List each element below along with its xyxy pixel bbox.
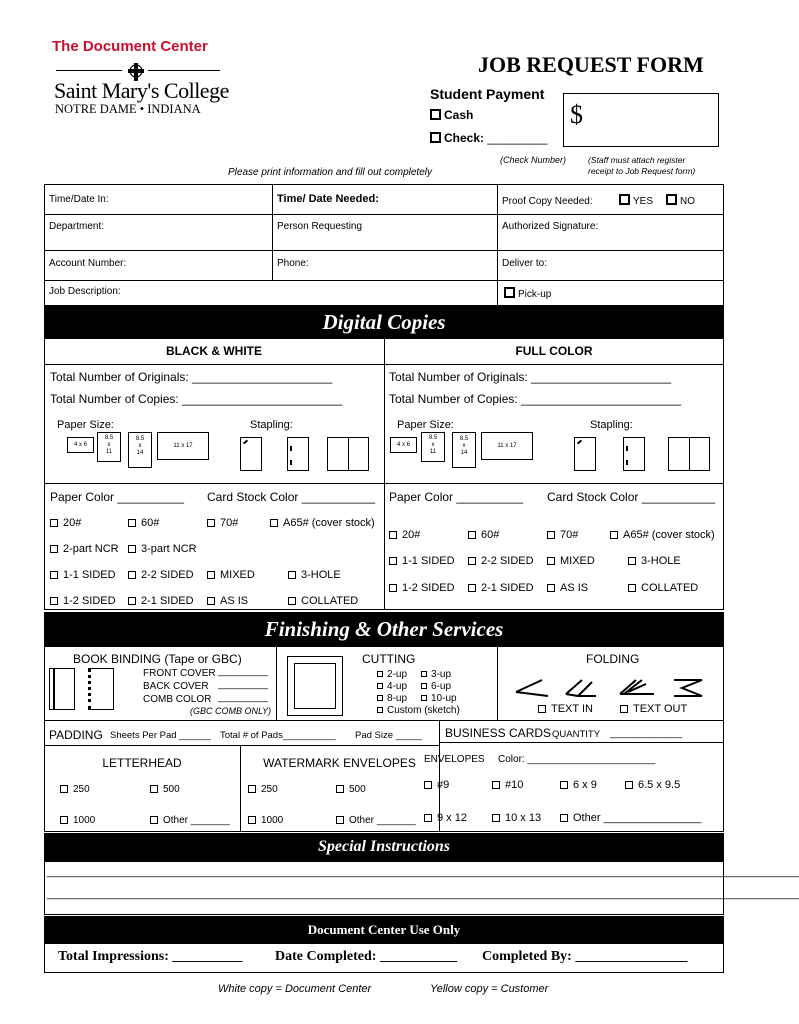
checkbox[interactable] (50, 571, 58, 579)
checkbox[interactable] (560, 781, 568, 789)
checkbox[interactable] (377, 707, 383, 713)
cut-10up[interactable] (421, 693, 457, 704)
folding-heading: FOLDING (586, 652, 640, 666)
checkbox[interactable] (207, 571, 215, 579)
binding-comb-icon (88, 668, 114, 710)
check-number-label: (Check Number) (500, 155, 567, 165)
option-label: 2-1 SIDED (481, 582, 534, 594)
use-only-header: Document Center Use Only (44, 916, 724, 943)
binding-tape-icon (49, 668, 75, 710)
color-as-is[interactable] (547, 582, 588, 594)
bw-3part-ncr[interactable] (128, 543, 197, 555)
proof-copy-label: Proof Copy Needed: (502, 196, 593, 207)
staple-mark-icon (290, 460, 292, 465)
option-label: 6-up (431, 681, 452, 692)
check-number-field[interactable]: _________ (487, 131, 548, 145)
phone-label[interactable]: Phone: (277, 258, 309, 269)
option-label: MIXED (560, 555, 595, 567)
department-label[interactable]: Department: (49, 221, 105, 232)
person-label[interactable]: Person Requesting (277, 221, 363, 232)
checkbox[interactable] (628, 557, 636, 565)
option-label: 500 (349, 784, 366, 795)
bw-2-2-sided[interactable] (128, 569, 194, 581)
check-option[interactable] (430, 131, 547, 145)
color-1-1-sided[interactable] (389, 555, 455, 567)
account-label[interactable]: Account Number: (49, 258, 127, 269)
checkbox[interactable] (424, 814, 432, 822)
option-label: 250 (261, 784, 278, 795)
fold-line (348, 438, 349, 470)
size-label: x (138, 443, 142, 449)
bw-mixed[interactable] (207, 569, 255, 581)
watermark-250[interactable] (248, 784, 278, 795)
bw-60lb[interactable] (128, 517, 159, 529)
option-label: 1000 (73, 815, 96, 826)
checkbox[interactable] (207, 519, 215, 527)
cut-custom[interactable] (377, 705, 460, 716)
option-label: 8-up (387, 693, 408, 704)
color-2-2-sided[interactable] (468, 555, 534, 567)
no-checkbox[interactable] (666, 194, 677, 205)
bw-1-1-sided[interactable] (50, 569, 116, 581)
check-label: Check: (444, 131, 485, 145)
color-card-stock-field[interactable]: Card Stock Color ___________ (547, 490, 716, 504)
front-cover-field[interactable]: _________ (218, 666, 269, 677)
color-3-hole[interactable] (628, 555, 681, 567)
checkbox[interactable] (547, 531, 555, 539)
color-2-1-sided[interactable] (468, 582, 534, 594)
time-needed-label[interactable]: Time/ Date Needed: (277, 193, 379, 205)
checkbox[interactable] (560, 814, 568, 822)
fold-diagrams-icon (512, 674, 712, 702)
logo-rule-right (148, 70, 220, 71)
student-payment-label: Student Payment (430, 86, 545, 102)
pickup-label: Pick-up (518, 289, 552, 300)
back-cover-field[interactable]: _________ (218, 679, 269, 690)
bw-size-8-5x14[interactable] (128, 432, 152, 468)
option-label: AS IS (220, 595, 249, 607)
size-label: 11 (429, 449, 437, 455)
proof-no[interactable] (666, 194, 695, 207)
checkbox[interactable] (468, 531, 476, 539)
checkbox[interactable] (336, 785, 344, 793)
instructions-line-1[interactable]: ___________________________________________________________________________________________________________________________ (47, 866, 799, 878)
bw-1-2-sided[interactable] (50, 595, 116, 607)
amount-box[interactable] (563, 93, 719, 147)
envelope-other[interactable] (560, 812, 701, 824)
bw-originals-field[interactable]: Total Number of Originals: _____________________ (50, 370, 333, 384)
color-a65[interactable] (610, 529, 715, 541)
instructions-line-2[interactable]: ___________________________________________________________________________________________________________________________ (47, 888, 799, 900)
total-pads-field[interactable]: Total # of Pads__________ (220, 730, 336, 741)
envelope-10[interactable] (492, 779, 523, 791)
comb-color-field[interactable]: _________ (218, 692, 269, 703)
checkbox[interactable] (610, 531, 618, 539)
checkbox[interactable] (468, 557, 476, 565)
finishing-header: Finishing & Other Services (44, 612, 724, 646)
checkbox[interactable] (389, 557, 397, 565)
yellow-copy-note: Yellow copy = Customer (430, 983, 549, 995)
option-label: A65# (cover stock) (623, 529, 715, 541)
college-location: NOTRE DAME • INDIANA (55, 102, 201, 116)
option-label: 4-up (387, 681, 408, 692)
checkbox[interactable] (468, 584, 476, 592)
checkbox[interactable] (248, 785, 256, 793)
color-collated[interactable] (628, 582, 698, 594)
size-label: x (462, 443, 466, 449)
option-label: 10-up (431, 693, 457, 704)
color-1-2-sided[interactable] (389, 582, 455, 594)
total-impressions-field[interactable]: Total Impressions: __________ (58, 949, 243, 964)
bw-paper-size-label: Paper Size: (57, 419, 114, 431)
option-label: 250 (73, 784, 90, 795)
bw-card-stock-field[interactable]: Card Stock Color ___________ (207, 490, 376, 504)
option-label: Other _______ (349, 815, 416, 826)
option-label: 3-HOLE (301, 569, 341, 581)
color-size-8-5x11[interactable] (421, 432, 445, 462)
color-paper-color-field[interactable]: Paper Color __________ (389, 490, 524, 504)
option-label: 1-1 SIDED (402, 555, 455, 567)
envelope-6x9[interactable] (560, 779, 597, 791)
checkbox[interactable] (628, 584, 636, 592)
color-originals-field[interactable]: Total Number of Originals: _____________________ (389, 370, 672, 384)
option-label: 1-1 SIDED (63, 569, 116, 581)
envelope-10x13[interactable] (492, 812, 541, 824)
white-copy-note: White copy = Document Center (218, 983, 372, 995)
checkbox[interactable] (547, 557, 555, 565)
option-label: Other ________________ (573, 812, 702, 824)
bw-paper-color-field[interactable]: Paper Color __________ (50, 490, 185, 504)
checkbox[interactable] (620, 705, 628, 713)
pickup-option[interactable] (504, 287, 551, 300)
option-label: COLLATED (301, 595, 359, 607)
size-label: x (431, 442, 435, 448)
quantity-field[interactable]: _____________ (610, 728, 683, 739)
envelope-6-5x9-5[interactable] (625, 779, 680, 791)
checkbox[interactable] (421, 671, 427, 677)
envelope-9x12[interactable] (424, 812, 467, 824)
checkbox[interactable] (389, 531, 397, 539)
checkbox[interactable] (377, 695, 383, 701)
bw-size-8-5x11[interactable] (97, 432, 121, 462)
option-label: 2-up (387, 669, 408, 680)
yes-label: YES (633, 196, 654, 207)
bw-staple-side[interactable] (287, 437, 309, 471)
option-label: 9 x 12 (437, 812, 467, 824)
logo-rule-left (56, 70, 122, 71)
option-label: 500 (163, 784, 180, 795)
size-label: 11 (105, 449, 113, 455)
gbc-note: (GBC COMB ONLY) (190, 706, 272, 716)
watermark-500[interactable] (336, 784, 366, 795)
cut-6up[interactable] (421, 681, 451, 692)
checkbox[interactable] (547, 584, 555, 592)
option-label: 3-up (431, 669, 452, 680)
option-label: A65# (cover stock) (283, 517, 375, 529)
bw-heading: BLACK & WHITE (166, 344, 262, 358)
pad-size-field[interactable]: Pad Size _____ (355, 730, 423, 741)
option-label: Custom (sketch) (387, 705, 460, 716)
form-title: JOB REQUEST FORM (478, 52, 704, 77)
checkbox[interactable] (50, 545, 58, 553)
print-note: Please print information and fill out completely (228, 167, 432, 178)
size-label: 8.5 (135, 436, 145, 442)
bw-collated[interactable] (288, 595, 358, 607)
staple-mark-icon (577, 440, 582, 445)
dollar-sign: $ (570, 100, 583, 129)
checkbox[interactable] (377, 683, 383, 689)
option-label: 2-2 SIDED (141, 569, 194, 581)
size-label: 4 x 6 (396, 442, 410, 448)
auth-signature-label[interactable]: Authorized Signature: (502, 221, 599, 232)
fold-line (689, 438, 690, 470)
size-label: 14 (136, 450, 144, 456)
proof-yes[interactable] (619, 194, 653, 207)
color-staple-corner[interactable] (574, 437, 596, 471)
cut-2up[interactable] (377, 669, 407, 680)
letterhead-500[interactable] (150, 784, 180, 795)
color-copies-field[interactable]: Total Number of Copies: ________________________ (389, 392, 682, 406)
letterhead-other[interactable] (150, 815, 230, 826)
checkbox[interactable] (128, 519, 136, 527)
cutting-heading: CUTTING (362, 652, 416, 666)
color-size-8-5x14[interactable] (452, 432, 476, 468)
bw-2-1-sided[interactable] (128, 595, 194, 607)
envelope-color-field[interactable]: Color: _______________________ (498, 754, 656, 765)
option-label: 2-part NCR (63, 543, 119, 555)
checkbox[interactable] (50, 597, 58, 605)
color-stapling-label: Stapling: (590, 419, 633, 431)
option-label: #9 (437, 779, 450, 791)
cash-checkbox[interactable] (430, 109, 441, 120)
letterhead-250[interactable] (60, 784, 90, 795)
option-label: 20# (402, 529, 421, 541)
size-label: 8.5 (104, 435, 114, 441)
color-70lb[interactable] (547, 529, 578, 541)
checkbox[interactable] (60, 785, 68, 793)
job-description-label[interactable]: Job Description: (49, 286, 121, 297)
checkbox[interactable] (50, 519, 58, 527)
option-label: 3-part NCR (141, 543, 197, 555)
letterhead-1000[interactable] (60, 815, 95, 826)
special-instructions-header: Special Instructions (44, 833, 724, 861)
option-label: COLLATED (641, 582, 699, 594)
size-label: 8.5 (428, 435, 438, 441)
option-label: Other _______ (163, 815, 230, 826)
option-label: 20# (63, 517, 82, 529)
cut-8up[interactable] (377, 693, 407, 704)
staff-note: (Staff must attach register receipt to Job Request form) (588, 155, 696, 176)
checkbox[interactable] (150, 785, 158, 793)
staple-mark-icon (243, 440, 248, 445)
business-cards-label: BUSINESS CARDS (445, 726, 552, 740)
checkbox[interactable] (60, 816, 68, 824)
color-mixed[interactable] (547, 555, 595, 567)
deliver-label[interactable]: Deliver to: (502, 258, 548, 269)
option-label: 1-2 SIDED (402, 582, 455, 594)
checkbox[interactable] (288, 571, 296, 579)
fold-text-in[interactable] (538, 703, 593, 715)
option-label: 70# (220, 517, 239, 529)
bw-staple-booklet[interactable] (327, 437, 369, 471)
option-label: 1000 (261, 815, 284, 826)
watermark-heading: WATERMARK ENVELOPES (263, 756, 416, 770)
checkbox[interactable] (421, 683, 427, 689)
option-label: #10 (505, 779, 524, 791)
bw-size-4x6[interactable] (67, 437, 94, 453)
envelopes-label: ENVELOPES (424, 754, 485, 765)
time-in-label[interactable]: Time/Date In: (49, 194, 109, 205)
padding-label: PADDING (49, 728, 103, 742)
completed-by-field[interactable]: Completed By: ________________ (482, 949, 688, 964)
checkbox[interactable] (625, 781, 633, 789)
checkbox[interactable] (492, 781, 500, 789)
checkbox[interactable] (270, 519, 278, 527)
comb-color-label: COMB COLOR (143, 694, 212, 705)
checkbox[interactable] (128, 597, 136, 605)
checkbox[interactable] (492, 814, 500, 822)
cut-3up[interactable] (421, 669, 451, 680)
option-label: MIXED (220, 569, 255, 581)
staple-mark-icon (626, 460, 628, 465)
option-label: 60# (141, 517, 160, 529)
watermark-other[interactable] (336, 815, 416, 826)
bw-as-is[interactable] (207, 595, 248, 607)
yes-checkbox[interactable] (619, 194, 630, 205)
color-size-11x17[interactable] (481, 432, 533, 460)
bw-staple-corner[interactable] (240, 437, 262, 471)
color-20lb[interactable] (389, 529, 420, 541)
bw-70lb[interactable] (207, 517, 238, 529)
checkbox[interactable] (128, 545, 136, 553)
quantity-label: QUANTITY (552, 729, 601, 740)
option-label: 60# (481, 529, 500, 541)
checkbox[interactable] (288, 597, 296, 605)
option-label: AS IS (560, 582, 589, 594)
color-staple-booklet[interactable] (668, 437, 710, 471)
fold-text-out[interactable] (620, 703, 687, 715)
color-size-4x6[interactable] (390, 437, 417, 453)
size-label: 11 x 17 (173, 443, 193, 449)
check-checkbox[interactable] (430, 132, 441, 143)
option-label: 2-2 SIDED (481, 555, 534, 567)
checkbox[interactable] (128, 571, 136, 579)
checkbox[interactable] (424, 781, 432, 789)
sheets-per-pad-field[interactable]: Sheets Per Pad ______ (110, 730, 211, 741)
staple-mark-icon (626, 446, 628, 451)
special-instructions-area[interactable] (44, 861, 799, 915)
checkbox[interactable] (421, 695, 427, 701)
option-label: 10 x 13 (505, 812, 542, 824)
checkbox[interactable] (336, 816, 344, 824)
checkbox[interactable] (389, 584, 397, 592)
watermark-1000[interactable] (248, 815, 283, 826)
option-label: 6 x 9 (573, 779, 597, 791)
size-label: 14 (460, 450, 468, 456)
checkbox[interactable] (538, 705, 546, 713)
size-label: 4 x 6 (73, 442, 87, 448)
option-label: 70# (560, 529, 579, 541)
color-60lb[interactable] (468, 529, 499, 541)
envelope-9[interactable] (424, 779, 449, 791)
no-label: NO (680, 196, 695, 207)
bw-copies-field[interactable]: Total Number of Copies: ________________________ (50, 392, 343, 406)
date-completed-field[interactable]: Date Completed: ___________ (275, 949, 457, 964)
cash-option[interactable] (430, 108, 473, 122)
bw-size-11x17[interactable] (157, 432, 209, 460)
checkbox[interactable] (207, 597, 215, 605)
size-label: 8.5 (459, 436, 469, 442)
back-cover-label: BACK COVER (143, 681, 209, 692)
cash-label: Cash (444, 108, 474, 122)
color-staple-side[interactable] (623, 437, 645, 471)
digital-copies-header: Digital Copies (44, 306, 724, 338)
option-label: 2-1 SIDED (141, 595, 194, 607)
color-heading: FULL COLOR (515, 344, 593, 358)
cut-4up[interactable] (377, 681, 407, 692)
checkbox[interactable] (150, 816, 158, 824)
option-label: 6.5 x 9.5 (638, 779, 681, 791)
option-label: TEXT OUT (633, 703, 688, 715)
option-label: TEXT IN (551, 703, 593, 715)
option-label: 1-2 SIDED (63, 595, 116, 607)
size-label: x (107, 442, 111, 448)
bw-stapling-label: Stapling: (250, 419, 293, 431)
bw-3-hole[interactable] (288, 569, 341, 581)
color-paper-size-label: Paper Size: (397, 419, 454, 431)
option-label: 3-HOLE (641, 555, 681, 567)
front-cover-label: FRONT COVER (143, 668, 216, 679)
checkbox[interactable] (248, 816, 256, 824)
size-label: 11 x 17 (497, 443, 517, 449)
letterhead-heading: LETTERHEAD (102, 756, 182, 770)
bw-2part-ncr[interactable] (50, 543, 119, 555)
checkbox[interactable] (377, 671, 383, 677)
org-name: The Document Center (52, 38, 208, 55)
staple-mark-icon (290, 446, 292, 451)
pickup-checkbox[interactable] (504, 287, 515, 298)
book-binding-heading: BOOK BINDING (Tape or GBC) (73, 652, 242, 666)
cutting-sheet-icon (287, 656, 343, 716)
bw-a65[interactable] (270, 517, 375, 529)
college-name: Saint Mary's College (54, 78, 229, 103)
bw-20lb[interactable] (50, 517, 81, 529)
